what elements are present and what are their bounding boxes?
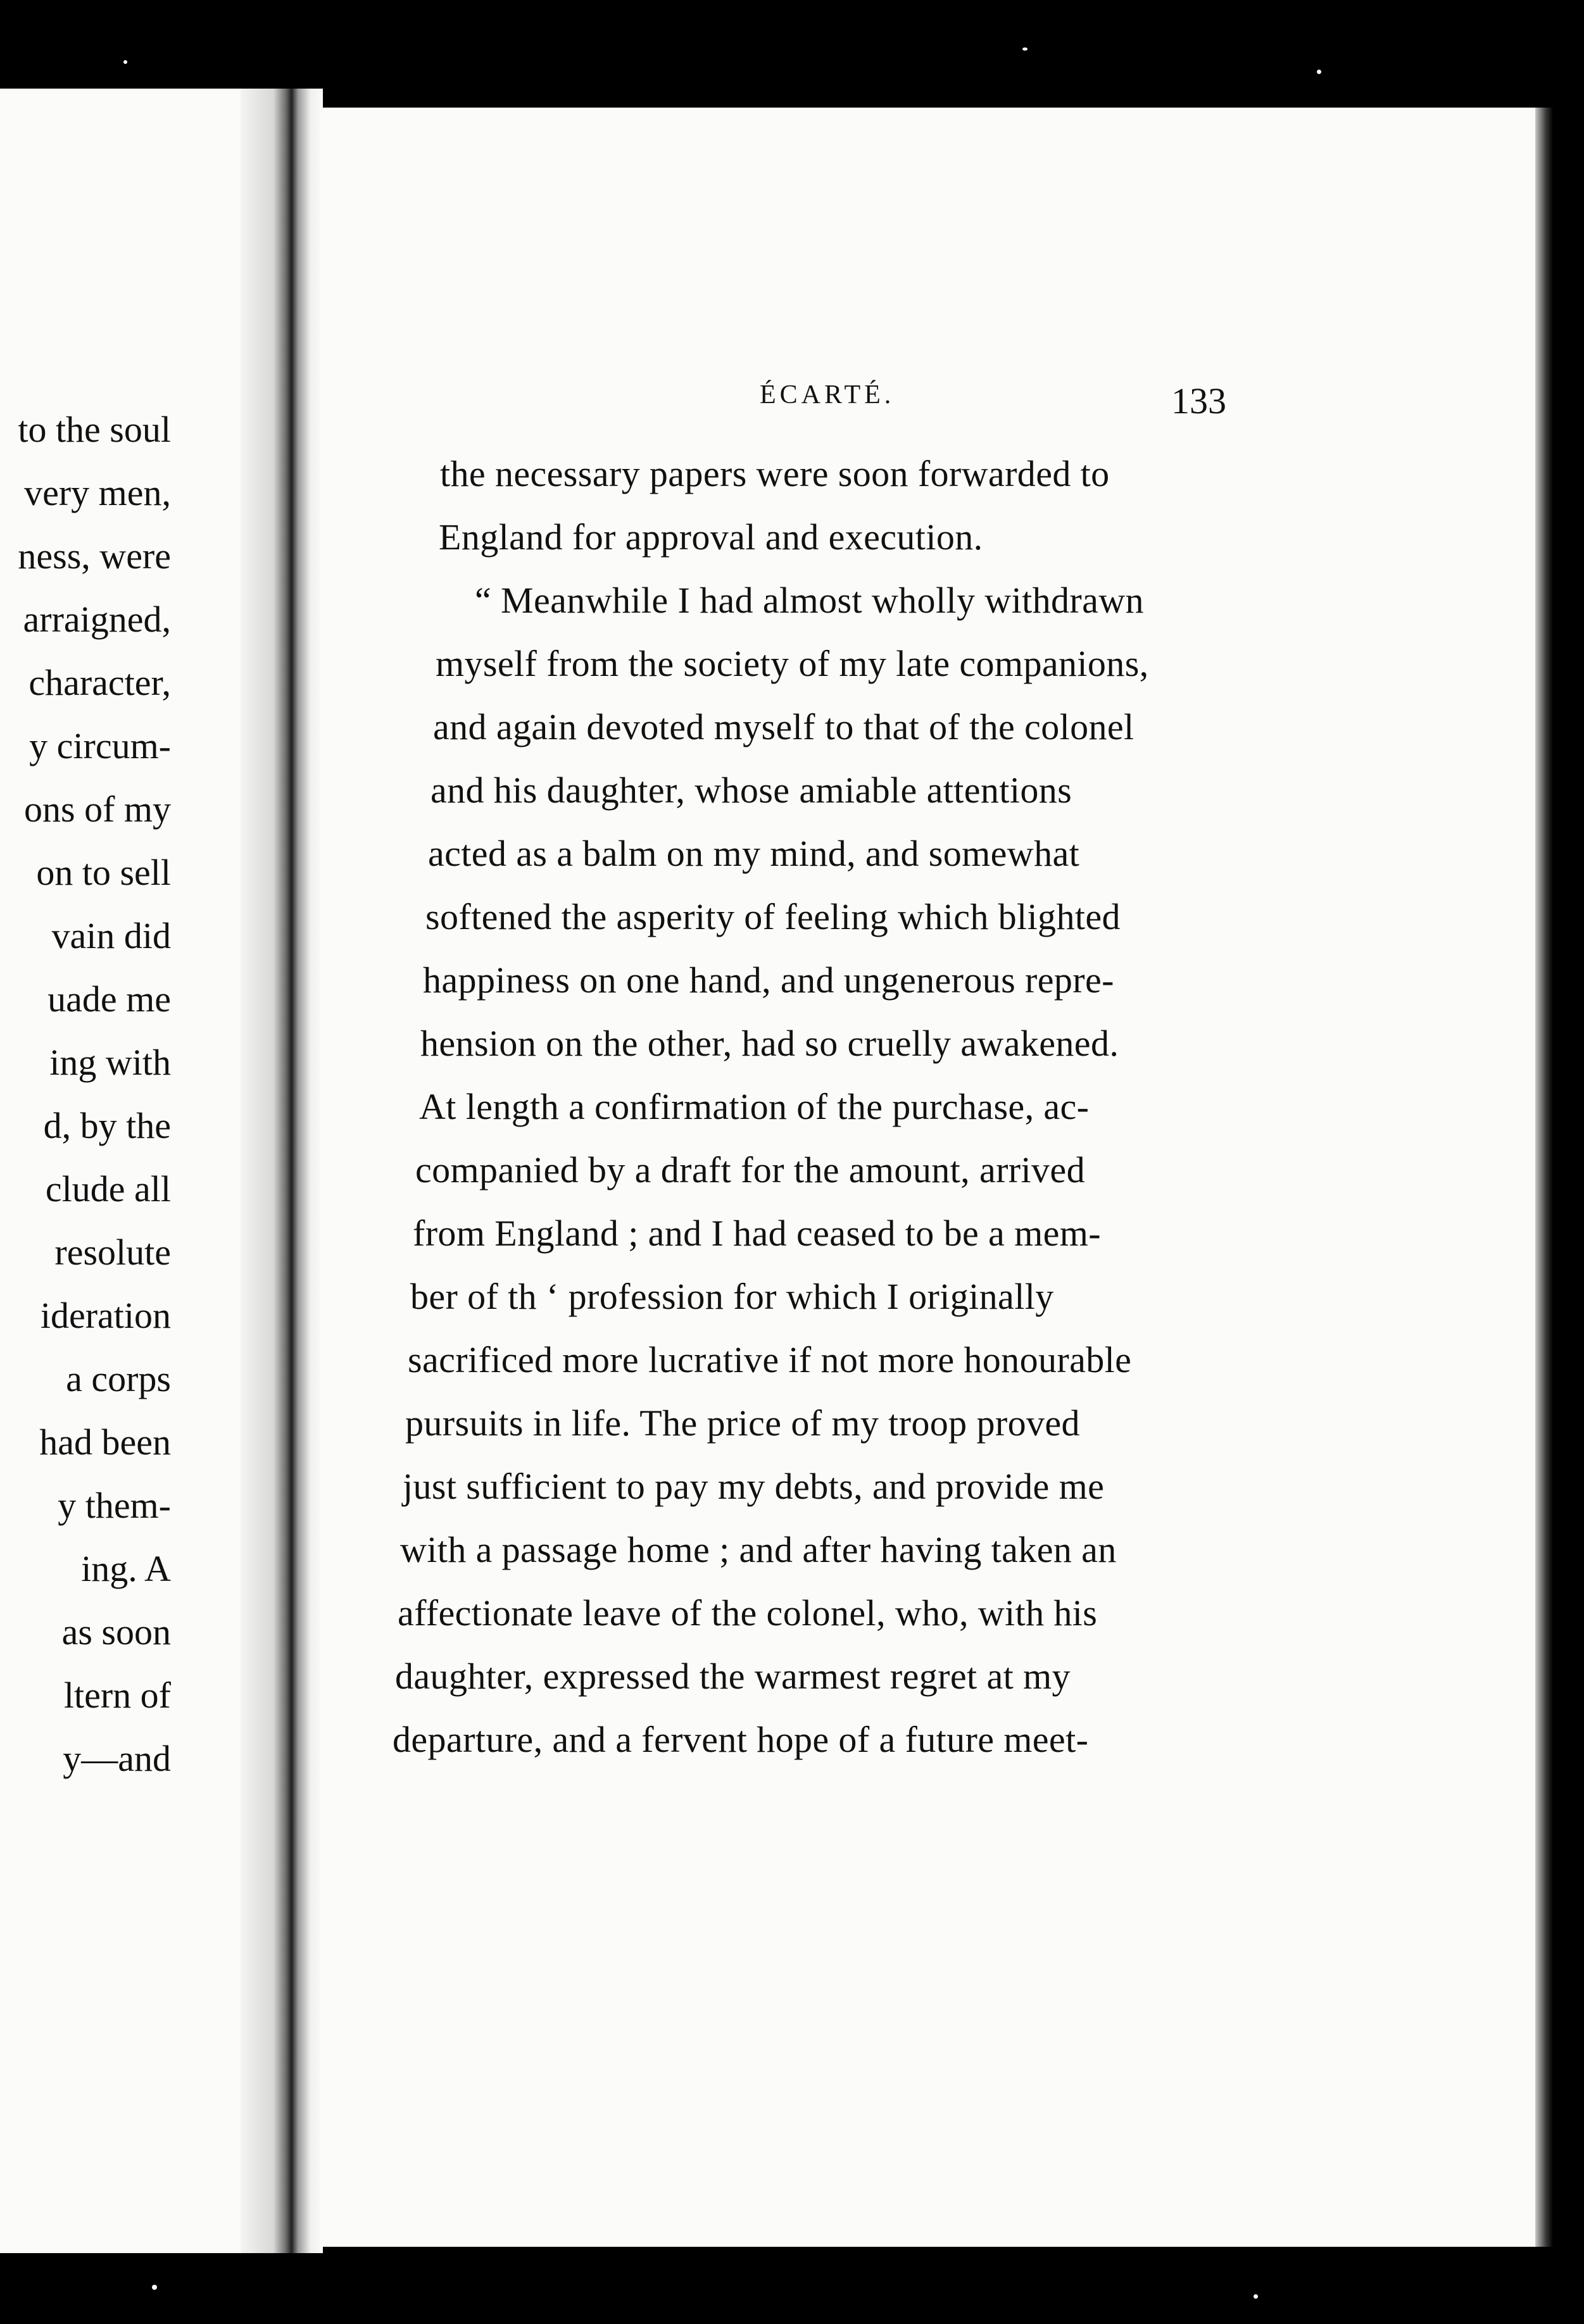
text-line: acted as a balm on my mind, and somewhat (428, 833, 1080, 874)
text-line: and his daughter, whose amiable attentions (431, 770, 1072, 811)
left-line: arraigned, (23, 599, 171, 640)
text-line: England for approval and execution. (439, 516, 983, 558)
left-line: vain did (51, 915, 171, 956)
left-line: ons of my (24, 789, 171, 830)
text-line: affectionate leave of the colonel, who, with his (398, 1592, 1098, 1634)
left-line: as soon (61, 1611, 171, 1652)
running-head: ÉCARTÉ. (760, 380, 895, 409)
text-line: “ Meanwhile I had almost wholly withdrawn (475, 580, 1144, 621)
scan-speck (152, 2285, 157, 2290)
text-line: pursuits in life. The price of my troop proved (405, 1403, 1080, 1444)
left-line: ltern of (63, 1675, 171, 1716)
left-line: uade me (47, 978, 171, 1020)
text-line: ber of th ‘ profession for which I originally (410, 1276, 1054, 1317)
text-line: with a passage home ; and after having taken an (400, 1529, 1117, 1570)
left-line: y—and (63, 1738, 171, 1779)
left-line: clude all (45, 1168, 171, 1209)
scan-speck (1254, 2294, 1258, 2299)
scan-speck (1317, 70, 1321, 74)
text-line: departure, and a fervent hope of a future meet- (393, 1719, 1089, 1760)
text-line: daughter, expressed the warmest regret at my (395, 1656, 1071, 1697)
left-line: resolute (54, 1232, 171, 1273)
left-line: ness, were (18, 535, 171, 577)
scan-speck (123, 60, 127, 64)
text-line: just sufficient to pay my debts, and provide me (403, 1466, 1105, 1507)
text-line: companied by a draft for the amount, arrived (415, 1149, 1085, 1190)
left-line: ing with (49, 1042, 171, 1083)
left-line: d, by the (43, 1105, 171, 1146)
text-line: At length a confirmation of the purchase, ac- (419, 1086, 1090, 1127)
left-line: ing. A (81, 1548, 171, 1589)
text-line: the necessary papers were soon forwarded to (440, 453, 1110, 494)
left-line: ideration (40, 1295, 171, 1336)
left-line: y them- (58, 1485, 171, 1526)
left-line: character, (28, 662, 171, 703)
left-line: very men, (24, 472, 171, 513)
text-line: sacrificed more lucrative if not more honourable (408, 1339, 1132, 1380)
left-line: to the soul (18, 409, 171, 450)
page-number: 133 (1171, 380, 1226, 422)
left-line: had been (39, 1421, 171, 1463)
text-line: hension on the other, had so cruelly awakened. (420, 1023, 1119, 1064)
left-line: y circum- (29, 725, 171, 766)
left-line: a corps (66, 1358, 171, 1399)
text-line: myself from the society of my late companions, (436, 643, 1149, 684)
text-line: happiness on one hand, and ungenerous repre- (423, 959, 1114, 1001)
scan-speck (1022, 47, 1028, 51)
text-line: softened the asperity of feeling which blighted (425, 896, 1121, 937)
left-line: on to sell (36, 852, 171, 893)
text-line: from England ; and I had ceased to be a mem- (413, 1213, 1101, 1254)
text-line: and again devoted myself to that of the colonel (433, 706, 1135, 747)
